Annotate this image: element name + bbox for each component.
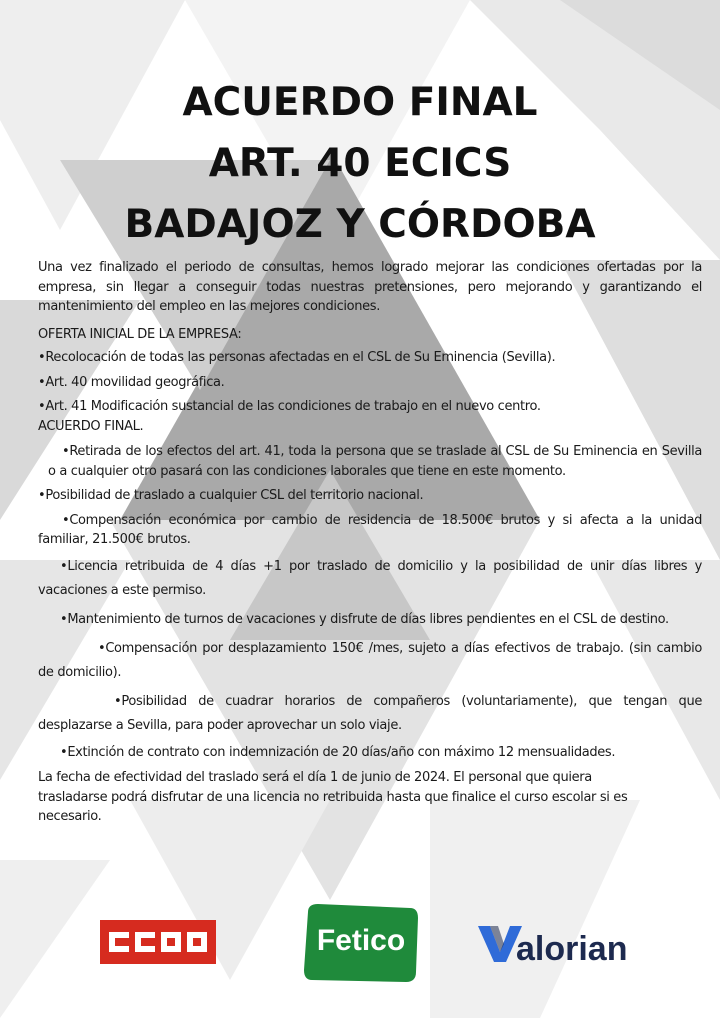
oferta-item-1: •Recolocación de todas las personas afectadas en el CSL de Su Eminencia (Sevilla). [38,350,556,365]
closing-paragraph [38,768,702,827]
valorian-logo [476,918,636,968]
document-body [38,258,702,827]
oferta-heading: OFERTA INICIAL DE LA EMPRESA: [38,326,242,342]
ccoo-logo [100,920,216,964]
acuerdo-item-1: •Retirada de los efectos del art. 41, toda la persona que se traslade al CSL de Su Eminencia en Sevilla o a cualquier otro pasará con las condiciones laborales que tiene en este momento. [48,444,702,479]
acuerdo-item-5: •Mantenimiento de turnos de vacaciones y disfrute de días libres pendientes en el CSL de destino. [60,611,669,627]
acuerdo-item-2: •Posibilidad de traslado a cualquier CSL del territorio nacional. [38,488,424,503]
closing-line-3: necesario. [38,809,102,824]
intro-paragraph: Una vez finalizado el periodo de consultas, hemos logrado mejorar las condiciones ofertadas por la empresa, sin llegar a conseguir todas nuestras pretensiones, pero mejorando y garantizando el mantenimiento del empleo en las mejores condiciones. [38,260,702,314]
title-line-3: BADAJOZ Y CÓRDOBA [124,202,596,247]
acuerdo-item-7: •Posibilidad de cuadrar horarios de compañeros (voluntariamente), que tengan que desplazarse a Sevilla, para poder aprovechar un solo viaje. [38,693,702,733]
oferta-item-2: •Art. 40 movilidad geográfica. [38,374,225,390]
document-title [0,72,720,255]
title-line-2: ART. 40 ECICS [208,141,512,186]
acuerdo-item-4: •Licencia retribuida de 4 días +1 por traslado de domicilio y la posibilidad de unir días libres y vacaciones a este permiso. [38,558,702,598]
acuerdo-heading: ACUERDO FINAL. [38,418,144,434]
valorian-logo-text: alorian [516,930,628,968]
logos-row [0,900,720,990]
fetico-logo-text: Fetico [316,924,406,957]
oferta-item-3: •Art. 41 Modificación sustancial de las condiciones de trabajo en el nuevo centro. [38,399,541,414]
acuerdo-item-3: •Compensación económica por cambio de residencia de 18.500€ brutos y si afecta a la unidad familiar, 21.500€ brutos. [38,512,702,547]
closing-line-1: La fecha de efectividad del traslado será el día 1 de junio de 2024. El personal que quiera [38,770,592,785]
title-line-1: ACUERDO FINAL [182,80,538,125]
acuerdo-item-8: •Extinción de contrato con indemnización de 20 días/año con máximo 12 mensualidades. [60,744,616,760]
acuerdo-item-6: •Compensación por desplazamiento 150€ /mes, sujeto a días efectivos de trabajo. (sin cambio de domicilio). [38,640,702,680]
fetico-logo [302,902,420,984]
closing-line-2: trasladarse podrá disfrutar de una licencia no retribuida hasta que finalice el curso escolar si es [38,789,628,805]
